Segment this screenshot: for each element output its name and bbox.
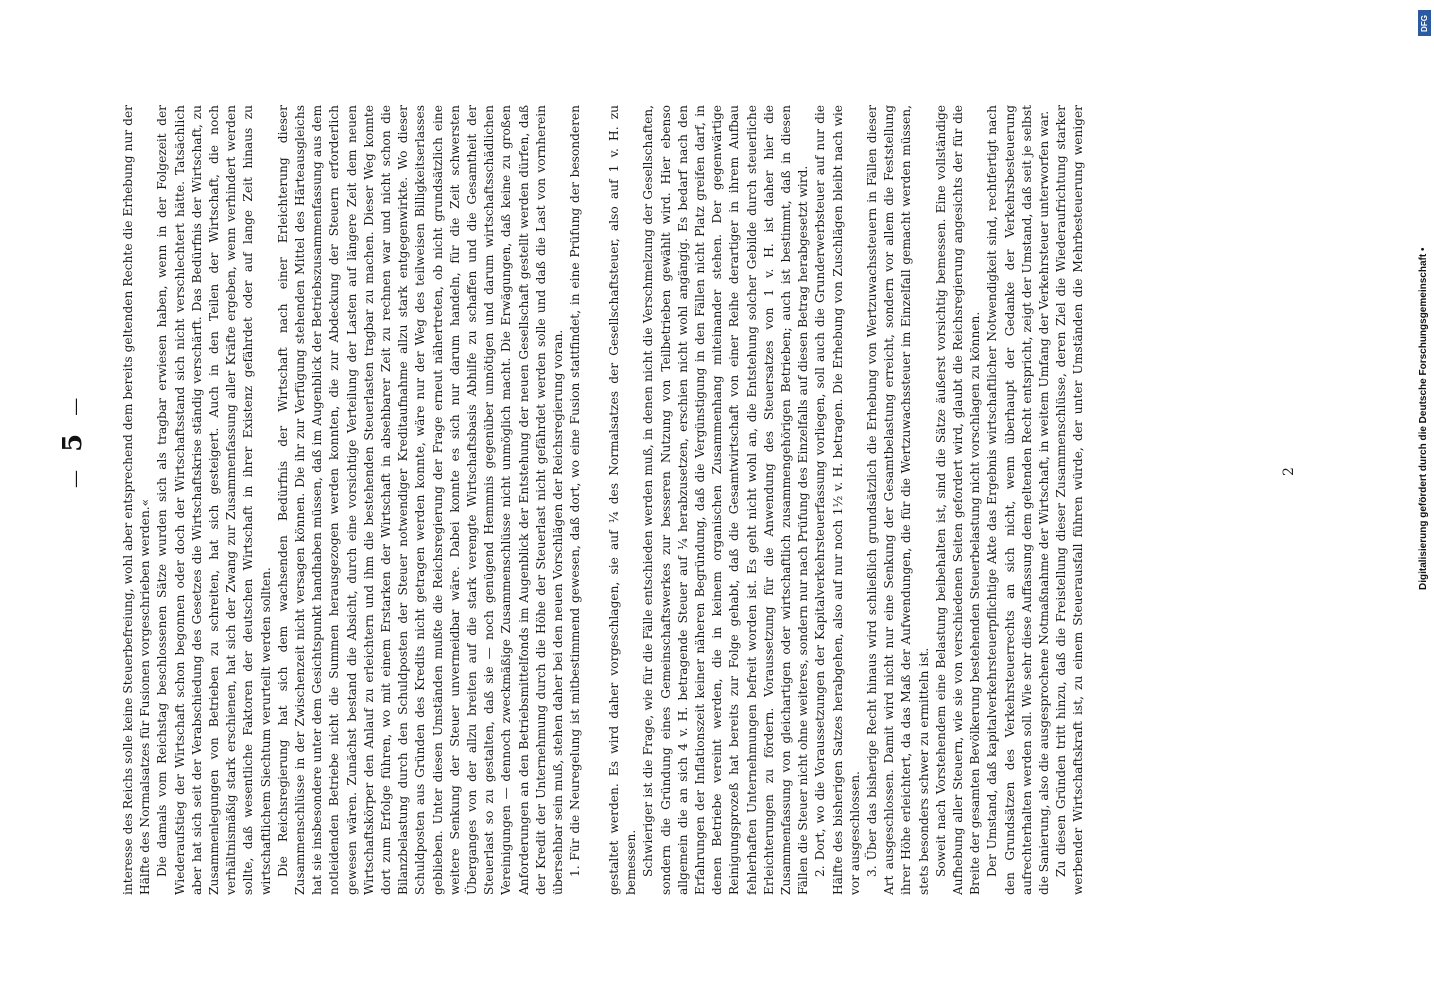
digitization-credit: Digitalisierung gefördert durch die Deutsche Forschungsgemeinschaft •: [1418, 247, 1429, 590]
paragraph: Schwieriger ist die Frage, wie für die Fälle entschieden werden muß, in denen nicht die Verschmelzung der Gesellschaften, sondern die Gründung eines Gemeinschaftswerkes zur besseren Nutzung von Teilbetrieben gewählt wird. Hier ebenso allgemein die an sich 4 v. H. betragende Steuer auf ¼ herabzusetzen, erschien nicht wohl angängig. Es bedarf nach den Erfahrungen der Inflationszeit keiner näheren Begründung, daß die Vergünstigung in den Fällen nicht Platz greifen darf, in denen Betriebe vereint werden, die in keinem organischen Zusammenhang miteinander stehen. Der gegenwärtige Reinigungsprozeß hat bereits zur Folge gehabt, daß die Gesamtwirtschaft von einer Reihe derartiger in ihrem Aufbau fehlerhaften Unternehmungen befreit worden ist. Es geht nicht wohl an, die Entstehung solcher Gebilde durch steuerliche Erleichterungen zu fördern. Voraussetzung für die Anwendung des Steuersatzes von 1 v. H. ist daher hier die Zusammenfassung von gleichartigen oder wirtschaftlich zusammengehörigen Betrieben; auch ist bestimmt, daß in diesen Fällen die Steuer nicht ohne weiteres, sondern nur nach Prüfung des Einzelfalls auf diesen Betrag herabgesetzt wird.: [641, 105, 811, 895]
paragraph: Der Umstand, daß kapitalverkehrsteuerpflichtige Akte das Ergebnis wirtschaftlicher Notwendigkeit sind, rechtfertigt nach den Grundsätzen des Verkehrsteuerrechts an sich nicht, wenn überhaupt der Gedanke der Verkehrsbesteuerung aufrechterhalten werden soll. Wie sehr diese Auffassung dem geltenden Recht entspricht, zeigt der Umstand, daß seit je selbst die Sanierung, also die ausgesprochene Notmaßnahme der Wirtschaft, in weitem Umfang der Verkehrsteuer unterworfen war.: [985, 105, 1052, 895]
page-number-header: [58, 398, 88, 488]
paragraph: Die damals vom Reichstag beschlossenen Sätze wurden sich als tragbar erwiesen haben, wenn in der Folgezeit der Wiederaufstieg der Wirtschaft schon begonnen oder doch der Wirtschaftsstand sich nicht verschlechtert hätte. Tatsächlich aber hat sich seit der Verabschiedung des Gesetzes die Wirtschaftskrise ständig verschärft. Das Bedürfnis der Wirtschaft, zu Zusammenlegungen von Betrieben zu schreiten, hat sich gesteigert. Auch in den Teilen der Wirtschaft, die noch verhältnismäßig stark erschienen, hat sich der Zwang zur Zusammenfassung aller Kräfte ergeben, wenn verhindert werden sollte, daß wesentliche Faktoren der deutschen Wirtschaft in ihrer Existenz gefährdet oder auf lange Zeit hinaus zu wirtschaftlichem Siechtum verurteilt werden sollten.: [155, 105, 273, 895]
printer-signature-mark: 2: [1281, 467, 1297, 476]
page-number: 5: [58, 433, 88, 452]
paragraph: Die Reichsregierung hat sich dem wachsenden Bedürfnis der Wirtschaft nach einer Erleichterung dieser Zusammenschlüsse in der Zwischenzeit nicht versagen können. Die ihr zur Verfügung stehenden Mittel des Härteausgleichs hat sie insbesondere unter dem Gesichtspunkt handhaben müssen, daß im Augenblick der Betriebszusammenfassung aus dem notleidenden Betriebe nicht die Summen herausgezogen werden konnten, die zur Abdeckung der Steuern erforderlich gewesen wären. Zunächst bestand die Absicht, durch eine vorsichtige Verteilung der Lasten auf längere Zeit dem neuen Wirtschaftskörper den Anlauf zu erleichtern und ihm die bestehenden Steuerlasten tragbar zu machen. Dieser Weg konnte dort zum Erfolge führen, wo mit einem Erstarken der Wirtschaft in absehbarer Zeit zu rechnen war und nicht schon die Bilanzbelastung durch den Schuldposten der Steuer notwendiger Kreditaufnahme allzu stark entgegenwirkte. Wo dieser Schuldposten aus Gründen des Kredits nicht getragen werden konnte, wäre nur der Weg des teilweisen Billigkeitserlasses geblieben. Unter diesen Umständen mußte die Reichsregierung der Frage erneut nähertreten, ob nicht grundsätzlich eine weitere Senkung der Steuer unvermeidbar wäre. Dabei konnte es sich nur darum handeln, für die Zeit schwersten Überganges von der allzu breiten auf die stark verengte Wirtschaftsbasis Abhilfe zu schaffen und die Gesamtheit der Steuerlast so zu gestalten, daß sie — noch genügend Hemmnis gegenüber unnötigen und darum wirtschaftsschädlichen Vereinigungen — dennoch zweckmäßige Zusammenschlüsse nicht unmöglich macht. Die Erwägungen, daß keine zu großen Anforderungen an den Betriebsmittelfonds im Augenblick der Entstehung der neuen Gesellschaft gestellt werden dürfen, daß der Kredit der Unternehmung durch die Höhe der Steuerlast nicht gefährdet werden solle und daß die Last von vornherein übersehbar sein muß, stehen daher bei den neuen Vorschlägen der Reichsregierung voran.: [275, 105, 566, 895]
paragraph: 1. Für die Neuregelung ist mitbestimmend gewesen, daß dort, wo eine Fusion stattfindet, in eine Prüfung der besonderen: [568, 105, 583, 877]
paragraph: gestaltet werden. Es wird daher vorgeschlagen, sie auf ¼ des Normalsatzes der Gesellschaftsteuer, also auf 1 v. H. zu bemessen.: [607, 105, 639, 895]
text-column-right: [606, 105, 1086, 895]
paragraph: 2. Dort, wo die Voraussetzungen der Kapitalverkehrsteuerfassung vorliegen, soll auch die Grunderwerbsteuer auf nur die Hälfte des bisherigen Satzes herabgehen, also auf nur noch 1½ v. H. betragen. Die Erhebung von Zuschlägen bleibt nach wie vor ausgeschlossen.: [813, 105, 862, 895]
header-dash-right: —: [65, 397, 86, 416]
paragraph: interesse des Reichs solle keine Steuerbefreiung, wohl aber entsprechend dem bereits geltenden Rechte die Erhebung nur der Hälfte des Normalsatzes für Fusionen vorgeschrieben werden.«: [121, 105, 153, 895]
header-dash-left: —: [65, 470, 86, 488]
dfg-logo: [1418, 10, 1431, 36]
dfg-logo-label: DFG: [1420, 14, 1430, 32]
paragraph: Zu diesen Gründen tritt hinzu, daß die Freistellung dieser Zusammenschlüsse, deren Ziel die Wiederaufrichtung starker werbender Wirtschaftskraft ist, zu einem Steuerausfall führen würde, der unter Umständen die Mehrbesteuerung weniger: [1054, 105, 1086, 895]
paragraph: 3. Über das bisherige Recht hinaus wird schließlich grundsätzlich die Erhebung von Wertzuwachssteuern in Fällen dieser Art ausgeschlossen. Damit wird nicht nur eine Senkung der Gesamtbelastung erreicht, sondern vor allem die Feststellung ihrer Höhe erleichtert, da das Maß der Aufwendungen, die für die Wertzuwachssteuer im Einzelfall gemacht werden müssen, stets besonders schwer zu ermitteln ist.: [865, 105, 931, 895]
paragraph: Soweit nach Vorstehendem eine Belastung beibehalten ist, sind die Sätze äußerst vorsichtig bemessen. Eine vollständige Aufhebung aller Steuern, wie sie von verschiedenen Seiten gefordert wird, glaubt die Reichsregierung angesichts der für die Breite der gesamten Bevölkerung bestehenden Steuerbelastung nicht vorschlagen zu können.: [933, 105, 983, 895]
text-column-left: [120, 105, 585, 895]
